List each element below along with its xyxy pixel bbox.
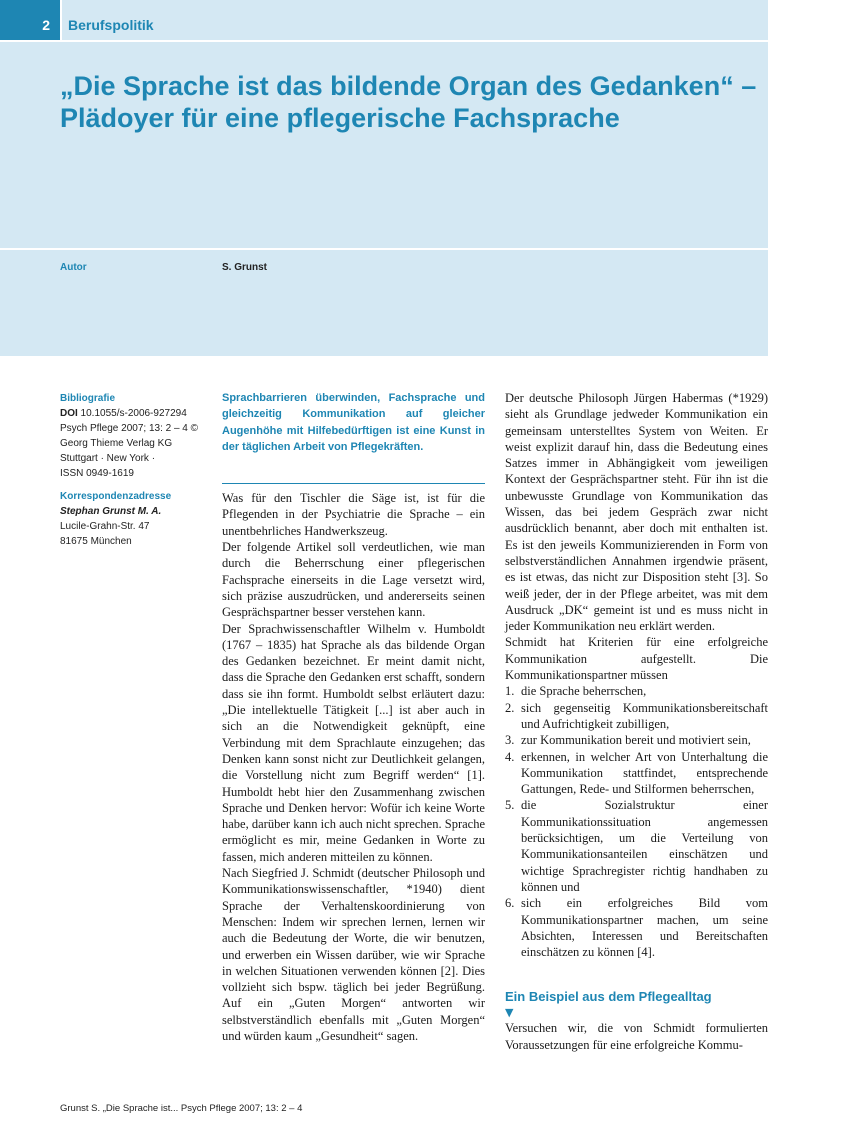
article-title [60, 70, 760, 134]
doi-value[interactable]: 10.1055/s-2006-927294 [77, 408, 187, 419]
page-number: 2 [0, 0, 60, 40]
header-divider [0, 40, 768, 42]
text-column-2 [505, 390, 768, 1053]
header-band [0, 0, 768, 356]
title-divider [0, 248, 768, 250]
paragraph: Der deutsche Philosoph Jürgen Habermas (*1929) sieht als Grundlage jedweder Kommunikation ein gemeinsam unterstelltes System von Weiten. Er weist explizit darauf hin, dass die Bedeutung eines Satzes immer in Abhängigkeit vom jeweiligen Kontext der Gesprächspartner steht. Für ihn ist die unbewusste Grundlage von Kommunikation das Wissen, das bei jedem Gespräch zwar nicht ausdrücklich benannt, aber doch mit enthalten ist. Es ist den jeweils Kommunizierenden in Form von selbstverständlichen Annahmen irgendwie präsent, es ist etwas, das nicht zur Disposition steht [3]. So weiß jeder, der in der Pflege arbeitet, was mit dem Ausdruck „DK“ gemeint ist und es muss nicht in jeder Kommunikation neu erklärt werden. [505, 391, 768, 634]
author-name: S. Grunst [222, 262, 268, 273]
publisher: Georg Thieme Verlag KG [60, 438, 173, 449]
paragraph: Versuchen wir, die von Schmidt formulierten Voraussetzungen für eine erfolgreiche Kommu- [505, 1021, 768, 1052]
list-item: 2. sich gegenseitig Kommunikationsbereitschaft und Aufrichtigkeit zubilligen, [505, 700, 768, 731]
title-line-2: Plädoyer für eine pflegerische Fachsprache [60, 103, 620, 133]
publisher-place: Stuttgart · New York · [60, 453, 156, 464]
doi-label: DOI [60, 408, 78, 419]
list-item: 1. die Sprache beherrschen, [505, 684, 647, 699]
paragraph: Der folgende Artikel soll verdeutlichen, wie man durch die Beherrschung einer pflegerischen Fachsprache einerseits in die Lage versetzt wird, sich präzise auszudrücken, und andererseits seinen Gesprächspartner besser verstehen kann. [222, 540, 485, 620]
list-item: 4. erkennen, in welcher Art von Unterhaltung die Kommunikation stattfindet, entsprechende Gattungen, Rede- und Stilformen beherrschen, [505, 749, 768, 797]
subheading: Ein Beispiel aus dem Pflegealltag [505, 989, 712, 1005]
citation: Psych Pflege 2007; 13: 2 – 4 © [60, 423, 199, 434]
text-column-1 [222, 390, 485, 1044]
paragraph: Der Sprachwissenschaftler Wilhelm v. Humboldt (1767 – 1835) hat Sprache als das bildende Organ des Gedanken bezeichnet. Er meint damit nicht, dass die Sprache den Gedanken erst schafft, sondern dass sie ihn formt. Humboldt selbst erläutert dazu: „Die intellektuelle Tätigkeit [...] ist aber auch in sich an die Notwendigkeit geknüpft, eine Verbindung mit dem Sprachlaute einzugehen; das Denken kann sonst nicht zur Deutlichkeit gelangen, die Vorstellung nicht zum Begriff werden“ [1]. Humboldt hebt hier den Zusammenhang zwischen Sprache und Denken hervor: Wofür ich keine Worte habe, darüber kann ich auch nicht sprechen. Sprache ermöglicht es mir, meine Gedanken in Worte zu fassen, mich anderen mitteilen zu können. [222, 621, 485, 864]
sidebar [60, 391, 210, 549]
bibliography-heading: Bibliografie [60, 393, 116, 404]
correspondence-name: Stephan Grunst M. A. [60, 506, 162, 517]
section-label: Berufspolitik [68, 17, 154, 33]
correspondence-heading: Korrespondenzadresse [60, 491, 172, 502]
paragraph: Schmidt hat Kriterien für eine erfolgreiche Kommunikation aufgestellt. Die Kommunikationspartner müssen [505, 635, 768, 683]
list-item: 3. zur Kommunikation bereit und motiviert sein, [505, 733, 751, 748]
paragraph: Nach Siegfried J. Schmidt (deutscher Philosoph und Kommunikationswissenschaftler, *1940) dient Sprache der Verhaltenskoordinierung von Menschen: Indem wir sprechen lernen, lernen wir auch die Bedeutung der Worte, die wir benutzen, und erwerben ein Wissen darüber, wie wir Sprache in welchen Situationen verwenden können [2]. Dies vollzieht sich bspw. täglich bei jeder Begrüßung. Auf ein „Guten Morgen“ antworten wir selbstverständlich ebenfalls mit „Guten Morgen“ und würden kaum „Gesundheit“ sagen. [222, 866, 485, 1043]
paragraph: Was für den Tischler die Säge ist, ist für die Pflegenden in der Psychiatrie die Sprache – ein unentbehrliches Handwerkszeug. [222, 491, 485, 538]
author-label: Autor [60, 262, 87, 273]
list-item: 5. die Sozialstruktur einer Kommunikationssituation angemessen berücksichtigen, um die Verteilung von Kommunikationsanteilen einschätzen und wichtige Sprachregister richtig handhaben zu können und [505, 798, 768, 894]
correspondence-street: Lucile-Grahn-Str. 47 [60, 521, 150, 532]
title-line-1: „Die Sprache ist das bildende Organ des Gedanken“ – [60, 71, 757, 101]
criteria-list [505, 683, 768, 960]
page-footer: Grunst S. „Die Sprache ist... Psych Pflege 2007; 13: 2 – 4 [60, 1103, 303, 1114]
issn: ISSN 0949-1619 [60, 468, 134, 479]
doi-line [60, 406, 210, 421]
lead-rule [222, 483, 485, 484]
lead-paragraph: Sprachbarrieren überwinden, Fachsprache und gleichzeitig Kommunikation auf gleicher Augenhöhe mit Hilfebedürftigen ist eine Kunst in der täglichen Arbeit von Pflegekräften. [222, 392, 485, 453]
page-number-divider [60, 0, 62, 40]
correspondence-city: 81675 München [60, 536, 132, 547]
list-item: 6. sich ein erfolgreiches Bild vom Kommunikationspartner machen, um seine Absichten, Interessen und Bereitschaften einschätzen zu können [4]. [505, 896, 768, 960]
triangle-down-icon: ▼ [505, 1006, 514, 1020]
